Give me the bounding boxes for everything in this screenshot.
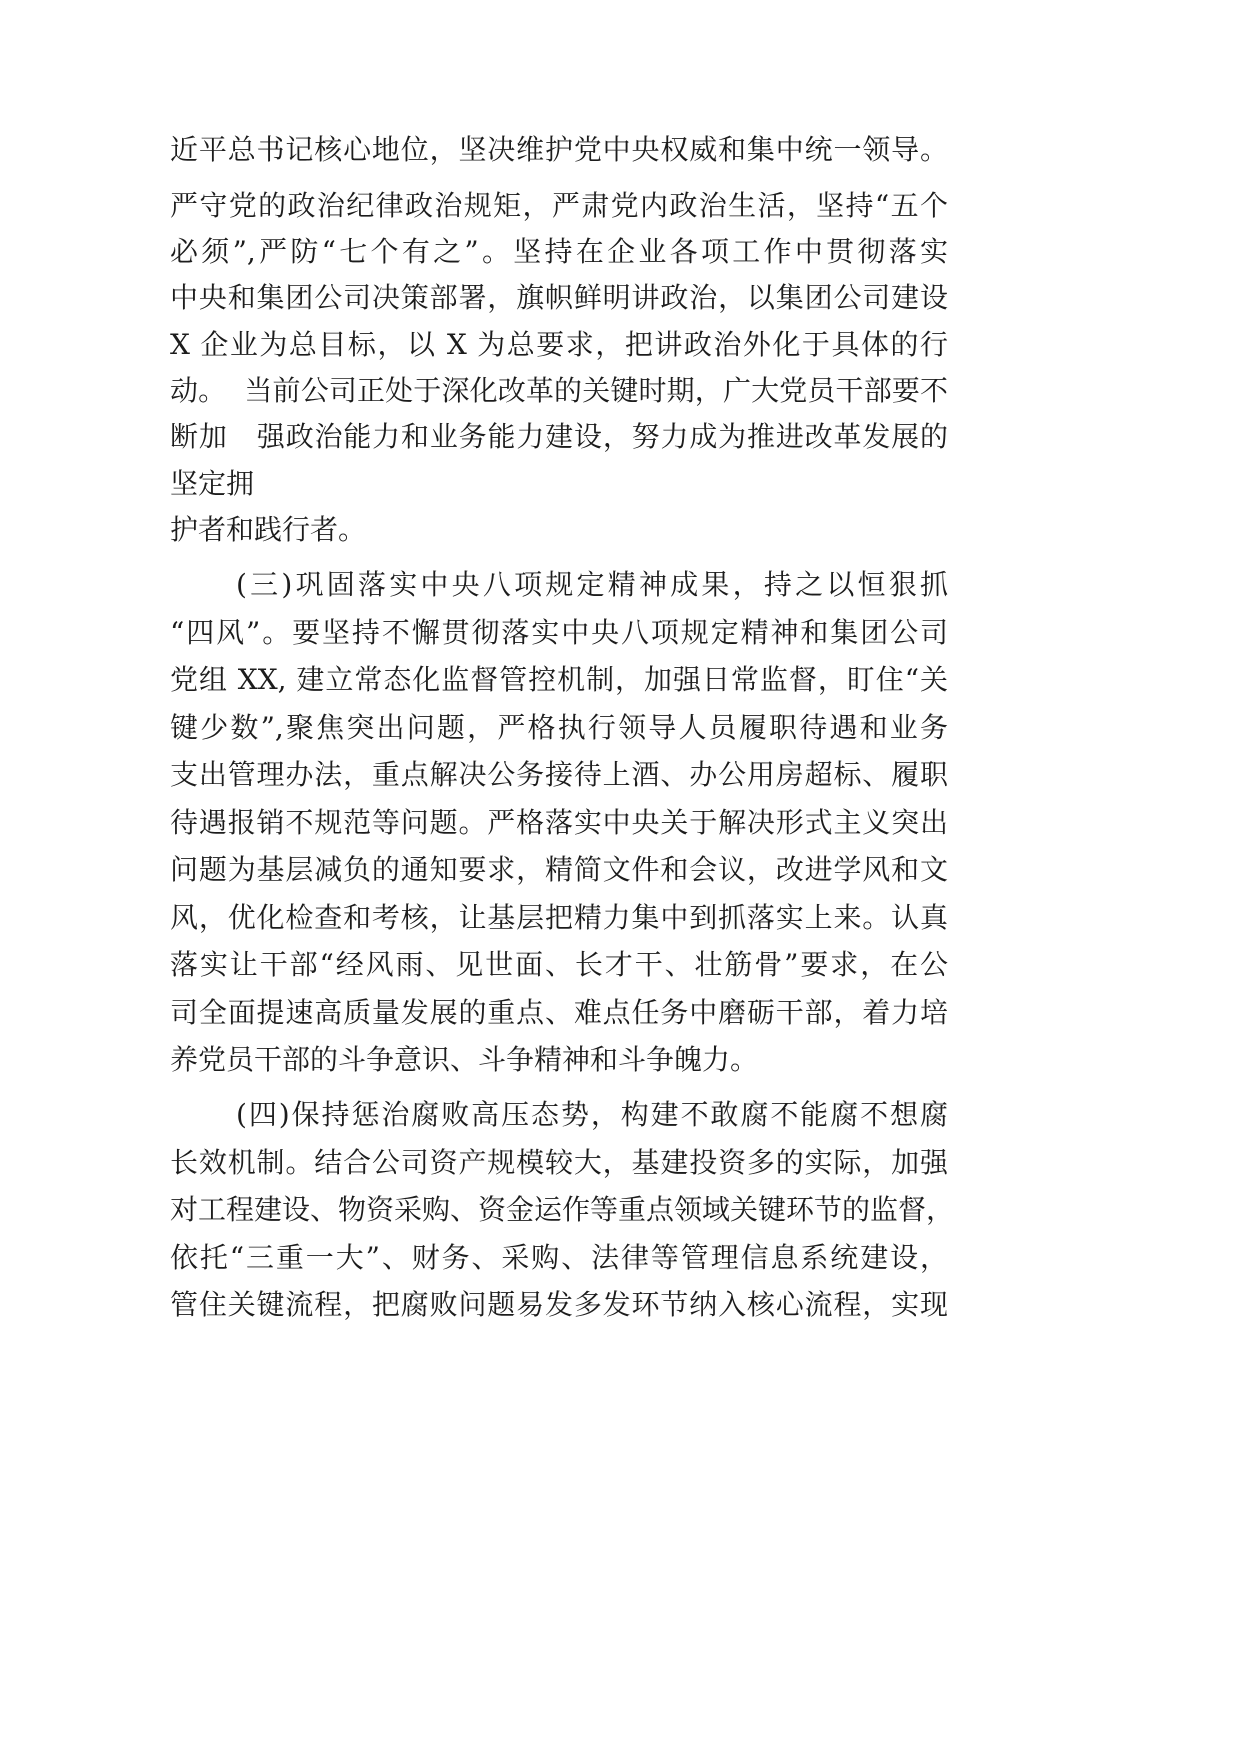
body-text-line: X 企业为总目标，以 X 为总要求，把讲政治外化于具体的行 [170, 328, 948, 361]
body-text-line: 中央和集团公司决策部署，旗帜鲜明讲政治，以集团公司建设 [170, 281, 948, 314]
body-text-line: “四风”。要坚持不懈贯彻落实中央八项规定精神和集团公司 [170, 616, 948, 649]
body-text-line: 对工程建设、物资采购、资金运作等重点领域关键环节的监督， [170, 1193, 955, 1226]
body-text-line: 支出管理办法，重点解决公务接待上酒、办公用房超标、履职 [170, 758, 948, 791]
body-text-line: 风，优化检查和考核，让基层把精力集中到抓落实上来。认真 [170, 901, 948, 934]
body-text-line: 断加 强政治能力和业务能力建设，努力成为推进改革发展的 [170, 420, 948, 453]
paragraph-end-line: 护者和践行者。 [170, 513, 367, 546]
body-text-line: 问题为基层减负的通知要求，精简文件和会议，改进学风和文 [170, 853, 948, 886]
body-text-line: 司全面提速高质量发展的重点、难点任务中磨砺干部，着力培 [170, 996, 948, 1029]
body-text-line: 党组 XX, 建立常态化监督管控机制，加强日常监督，盯住“关 [170, 663, 948, 696]
section-three-heading-line: (三)巩固落实中央八项规定精神成果，持之以恒狠抓 [236, 568, 948, 601]
paragraph-end-line: 养党员干部的斗争意识、斗争精神和斗争魄力。 [170, 1043, 759, 1076]
body-text-line: 键少数”,聚焦突出问题，严格执行领导人员履职待遇和业务 [170, 711, 948, 744]
body-text-line: 坚定拥 [170, 467, 255, 500]
body-text-line: 长效机制。结合公司资产规模较大，基建投资多的实际，加强 [170, 1146, 948, 1179]
body-text-line: 依托“三重一大”、财务、采购、法律等管理信息系统建设， [170, 1241, 948, 1274]
body-text-line: 待遇报销不规范等问题。严格落实中央关于解决形式主义突出 [170, 806, 948, 839]
section-four-heading-line: (四)保持惩治腐败高压态势，构建不敢腐不能腐不想腐 [236, 1098, 948, 1131]
body-text-line: 落实让干部“经风雨、见世面、长才干、壮筋骨”要求，在公 [170, 948, 948, 981]
body-text-line: 近平总书记核心地位，坚决维护党中央权威和集中统一领导。 [170, 133, 948, 166]
body-text-line: 管住关键流程，把腐败问题易发多发环节纳入核心流程，实现 [170, 1288, 948, 1321]
body-text-line: 必须”,严防“七个有之”。坚持在企业各项工作中贯彻落实 [170, 235, 948, 268]
body-text-line: 严守党的政治纪律政治规矩，严肃党内政治生活，坚持“五个 [170, 189, 948, 222]
body-text-line: 动。 当前公司正处于深化改革的关键时期，广大党员干部要不 [170, 374, 948, 407]
